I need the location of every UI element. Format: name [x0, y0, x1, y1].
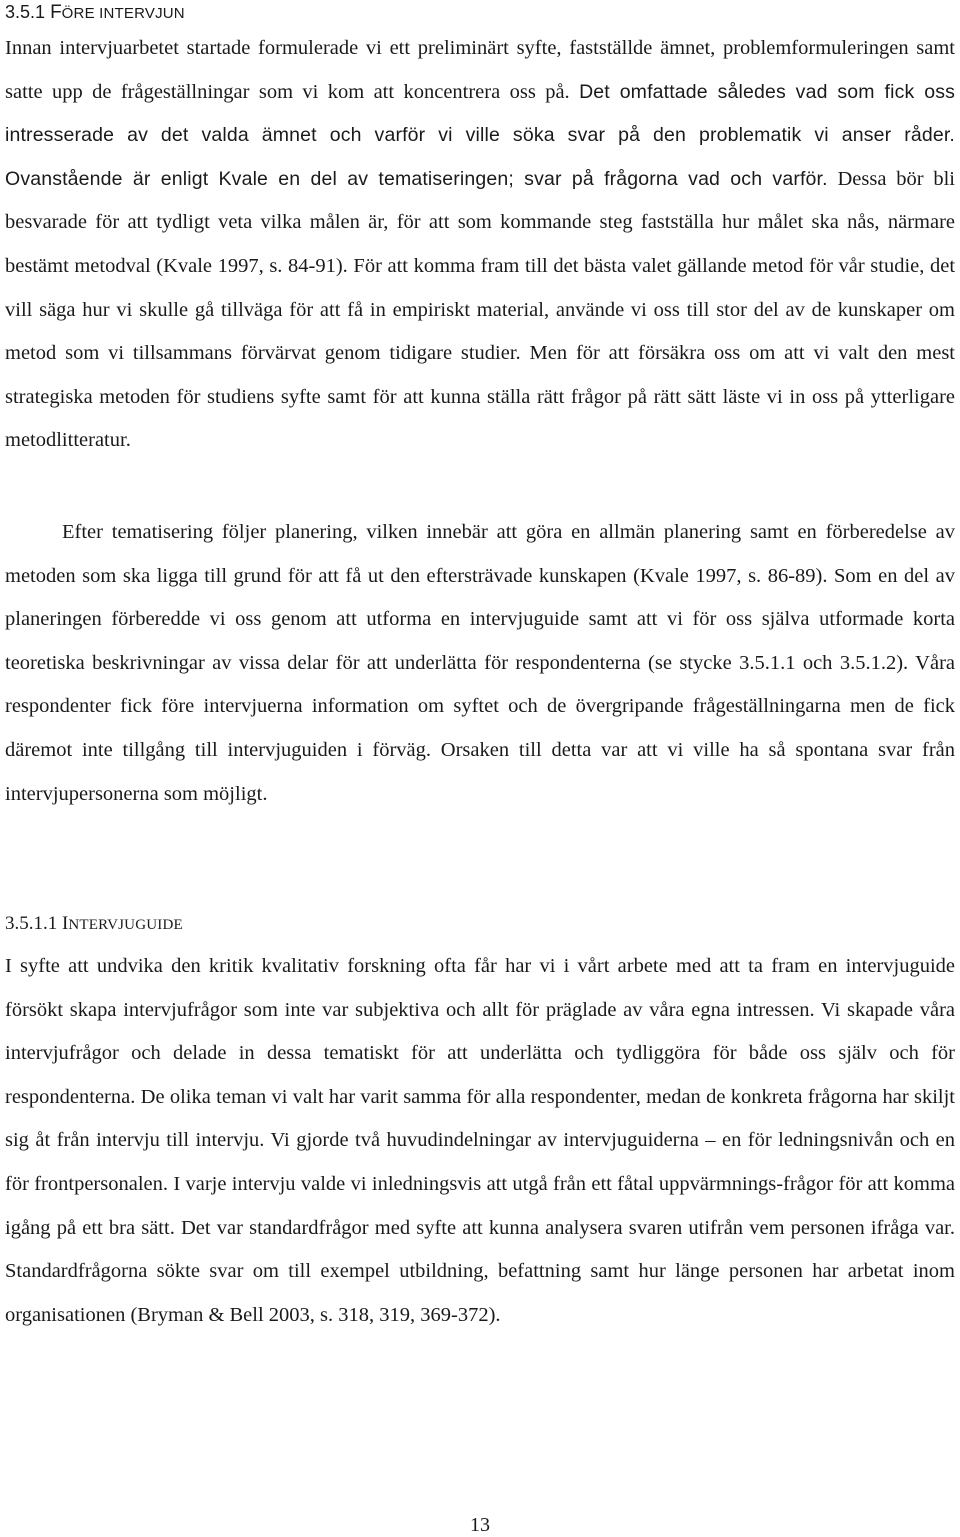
subsection-number: 3.5.1.1 — [5, 913, 58, 934]
section-number: 3.5.1 — [5, 2, 46, 22]
section-title-rest: ÖRE INTERVJUN — [61, 5, 185, 22]
page-number: 13 — [470, 1514, 490, 1536]
subsection-title-initial: I — [62, 913, 69, 934]
paragraph-intro-s3: Ovanstående är enligt Kvale en del av tematiseringen; svar på frågorna vad och varför. — [5, 167, 828, 190]
paragraph-interview-guide: I syfte att undvika den kritik kvalitativ forskning ofta får har vi i vårt arbete med att ta fram en intervjuguide försökt skapa intervjufrågor som inte var subjektiva och allt för präglade av våra egna intressen. Vi skapade våra intervjufrågor och delade in dessa tematiskt för att underlätta och tydliggöra för både oss själv och för respondenterna. De olika teman vi valt har varit samma för alla respondenter, medan de konkreta frågorna har skiljt sig åt från intervju till intervju. Vi gjorde två huvudindelningar av intervjuguiderna – en för ledningsnivån och en för frontpersonalen. I varje intervju valde vi inledningsvis att utgå från ett fåtal uppvärmnings-frågor för att komma igång på ett bra sätt. Det var standardfrågor med syfte att kunna analysera svaren utifrån vem personen ifråga var. Standardfrågorna sökte svar om till exempel utbildning, befattning samt hur länge personen har arbetat inom organisationen (Bryman & Bell 2003, s. 318, 319, 369-372). — [5, 955, 955, 1326]
paragraph-intro-s4: Dessa bör bli besvarade för att tydligt veta vilka målen är, för att som kommande steg fastställa hur målet ska nås, närmare bestämt metodval (Kvale 1997, s. 84-91). — [5, 167, 956, 277]
subsection-title-rest: NTERVJUGUIDE — [68, 917, 183, 933]
paragraph-planning: Efter tematisering följer planering, vilken innebär att göra en allmän planering samt en förberedelse av metoden som ska ligga till grund för att få ut den eftersträvade kunskapen (Kvale 1997, s. 86-89). Som en del av planeringen förberedde vi oss genom att utforma en intervjuguide samt att vi för oss själva utformade korta teoretiska beskrivningar av vissa delar för att underlätta för respondenterna (se stycke 3.5.1.1 och 3.5.1.2). Våra respondenter fick före intervjuerna information om syftet och de övergripande frågeställningarna men de fick däremot inte tillgång till intervjuguiden i förväg. Orsaken till detta var att vi ville ha så spontana svar från intervjupersonerna som möjligt. — [5, 521, 955, 805]
paragraph-intro-s5: För att komma fram till det bästa valet gällande metod för vår studie, det vill säga hur vi skulle gå tillväga för att få in empiriskt material, använde vi oss till stor del av de kunskaper om metod som vi tillsammans förvärvat genom tidigare studier. Men för att försäkra oss om att vi valt den mest strategiska metoden för studiens syfte samt för att kunna ställa rätt frågor på rätt sätt läste vi in oss på ytterligare metodlitteratur. — [5, 254, 956, 452]
paragraph-intro-s1: Innan intervjuarbetet startade formulerade vi ett preliminärt syfte, fastställde ämnet, problemformuleringen samt satte upp de frågeställningar som vi kom att koncentrera oss på. — [5, 37, 955, 103]
paragraph-intro-s2: Det omfattade således vad som fick oss intresserade av det valda ämnet och varför vi ville söka svar på den problematik vi anser råder. — [5, 80, 956, 147]
section-heading — [5, 0, 185, 26]
subsection-heading — [5, 912, 183, 937]
paragraph-intro — [5, 27, 955, 463]
section-title-initial: F — [50, 2, 62, 23]
